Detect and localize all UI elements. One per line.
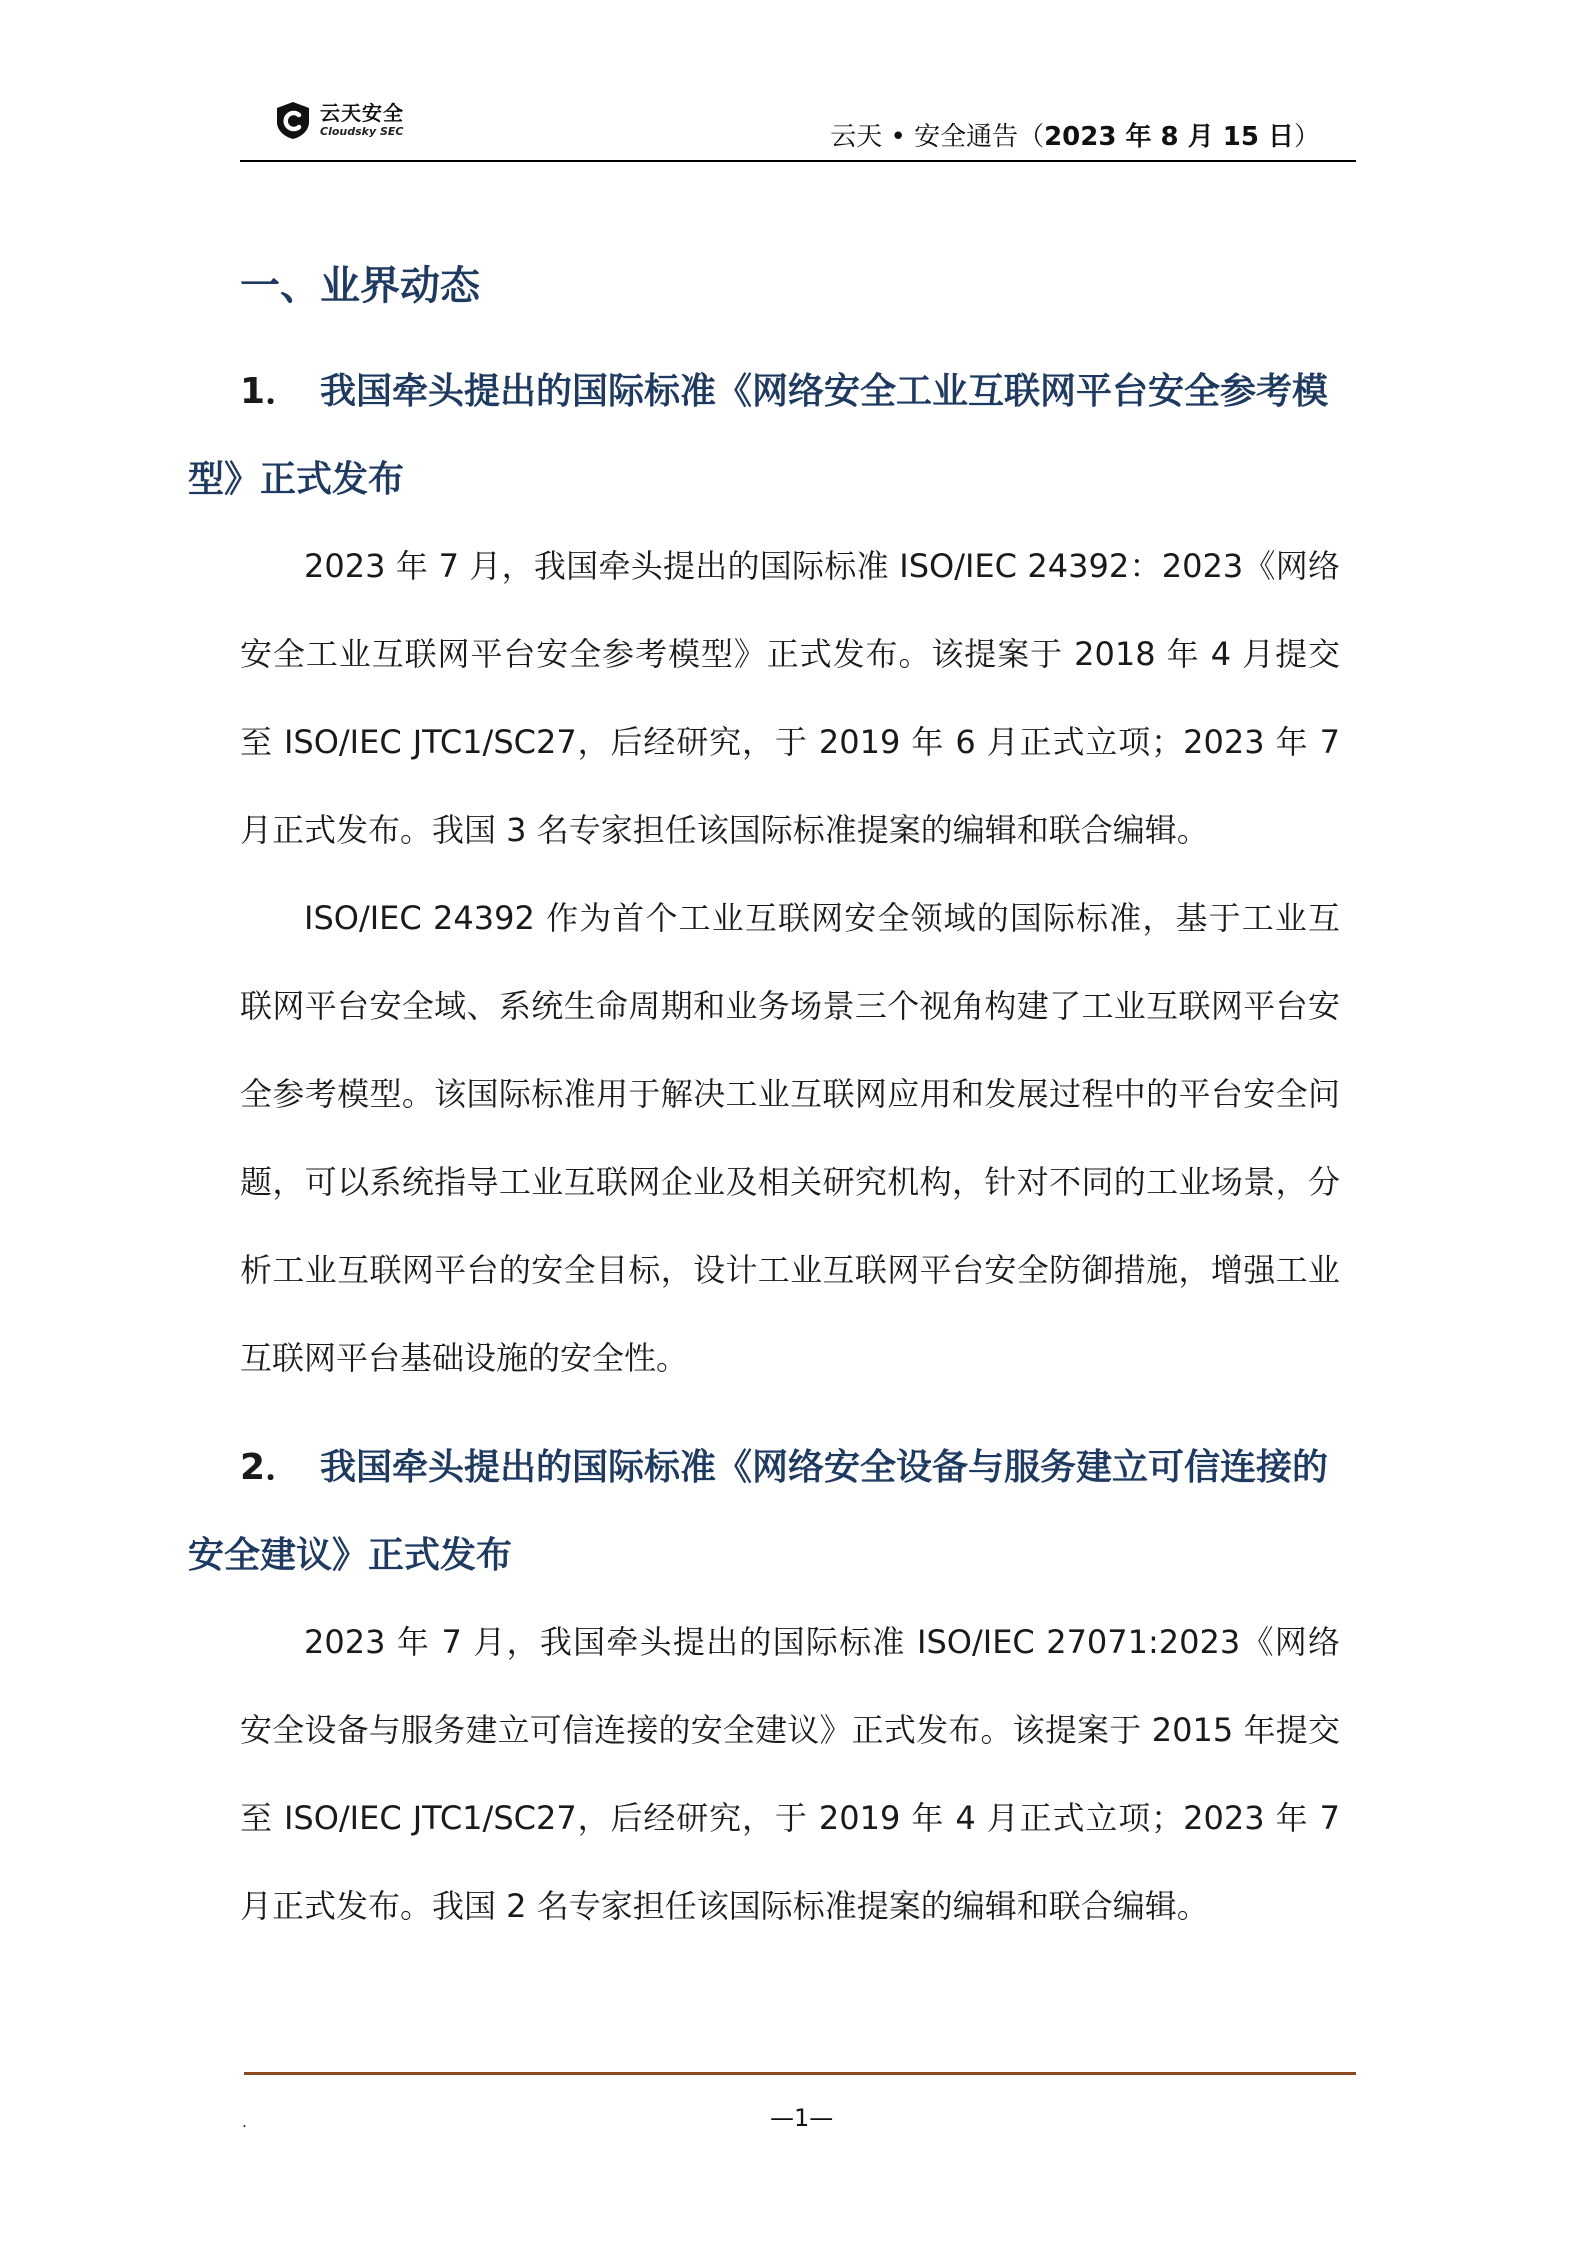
section-heading: 一、业界动态 xyxy=(240,263,480,309)
item-1-title-text: 我国牵头提出的国际标准《网络安全工业互联网平台安全参考模型》正式发布 xyxy=(188,371,1329,500)
header-title xyxy=(830,116,1320,153)
logo xyxy=(274,100,404,140)
item-1-title xyxy=(188,348,1340,524)
shield-logo-icon xyxy=(274,100,312,140)
item-1-number: 1． xyxy=(240,371,302,412)
header-title-prefix: 云天 • 安全通告（ xyxy=(830,122,1045,152)
footer-dot: . xyxy=(242,2112,248,2131)
header-date: 2023 年 8 月 15 日 xyxy=(1044,122,1294,152)
item-2-number: 2． xyxy=(240,1447,302,1488)
item-2-title-text: 我国牵头提出的国际标准《网络安全设备与服务建立可信连接的安全建议》正式发布 xyxy=(188,1447,1329,1576)
page-header xyxy=(240,96,1356,162)
item-2-paragraph-1: 2023 年 7 月，我国牵头提出的国际标准 ISO/IEC 27071:2023《网络安全设备与服务建立可信连接的安全建议》正式发布。该提案于 2015 年提交至 ISO/IEC JTC1/SC27，后经研究，于 2019 年 4 月正式立项；2023 年 7 月正式发布。我国 2 名专家担任该国际标准提案的编辑和联合编辑。 xyxy=(240,1623,1340,1925)
logo-chinese-text: 云天安全 xyxy=(320,101,404,125)
page-number: —1— xyxy=(770,2104,834,2132)
item-2-title xyxy=(188,1424,1340,1600)
item-1-paragraph-2: ISO/IEC 24392 作为首个工业互联网安全领域的国际标准，基于工业互联网平台安全域、系统生命周期和业务场景三个视角构建了工业互联网平台安全参考模型。该国际标准用于解决工业互联网应用和发展过程中的平台安全问题，可以系统指导工业互联网企业及相关研究机构，针对不同的工业场景，分析工业互联网平台的安全目标，设计工业互联网平台安全防御措施，增强工业互联网平台基础设施的安全性。 xyxy=(240,899,1340,1377)
footer-divider xyxy=(244,2072,1356,2075)
logo-english-text: Cloudsky SEC xyxy=(320,125,404,138)
header-title-suffix: ） xyxy=(1293,122,1320,152)
item-1-paragraph-1: 2023 年 7 月，我国牵头提出的国际标准 ISO/IEC 24392：2023《网络安全工业互联网平台安全参考模型》正式发布。该提案于 2018 年 4 月提交至 ISO/IEC JTC1/SC27，后经研究，于 2019 年 6 月正式立项；2023 年 7 月正式发布。我国 3 名专家担任该国际标准提案的编辑和联合编辑。 xyxy=(240,547,1340,849)
